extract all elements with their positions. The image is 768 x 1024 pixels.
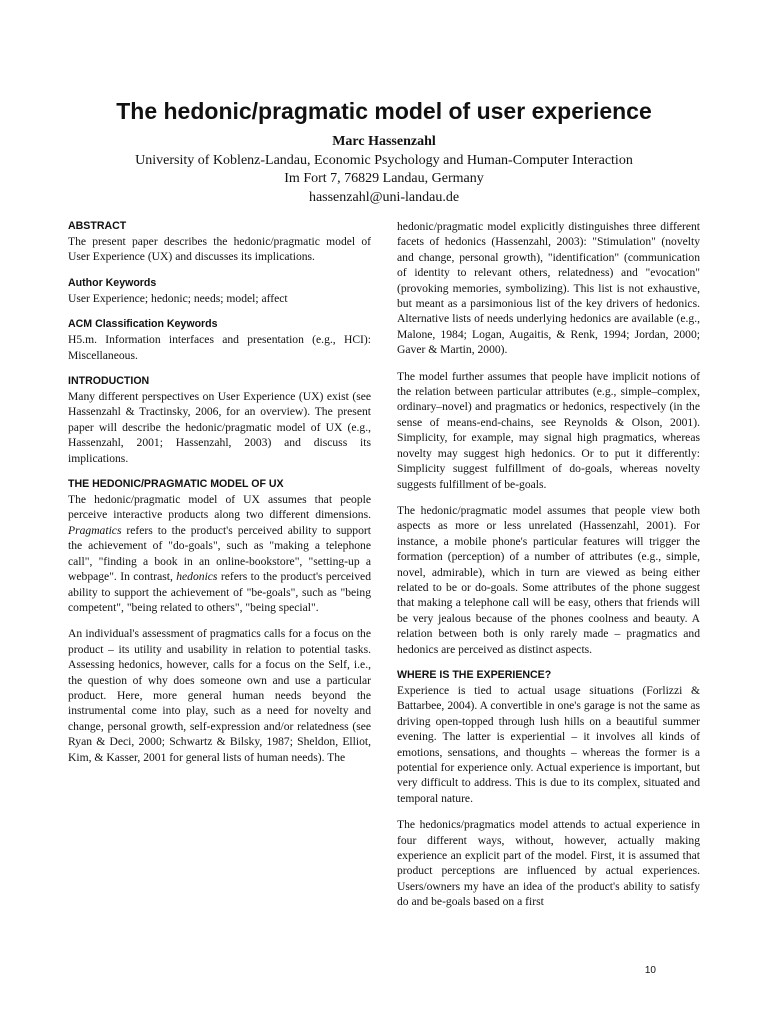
pragmatics-term: Pragmatics [68, 523, 122, 537]
abstract-section [68, 219, 371, 265]
author-address: Im Fort 7, 76829 Landau, Germany [284, 171, 484, 186]
experience-heading: WHERE IS THE EXPERIENCE? [397, 668, 552, 681]
paper-title: The hedonic/pragmatic model of user experience [116, 98, 652, 124]
left-column [68, 219, 371, 776]
acm-keywords-section [68, 317, 371, 363]
author-affiliation: University of Koblenz-Landau, Economic Psychology and Human-Computer Interaction [135, 152, 633, 168]
model-p1-part-c: refers to the product's perceived ability to support the achievement of "be-goals", such as "being competent", "being related to others", "being special". [68, 570, 371, 614]
author-block [0, 133, 768, 207]
model-p1-part-a: The hedonic/pragmatic model of UX assumes that people perceive interactive products along two different dimensions. [68, 493, 371, 522]
abstract-text: The present paper describes the hedonic/pragmatic model of User Experience (UX) and discusses its implications. [68, 235, 371, 264]
experience-paragraph-1: Experience is tied to actual usage situations (Forlizzi & Battarbee, 2004). A convertible in one's garage is not the same as driving open-topped through lush hills on a beautiful summer evening. The latter is experiential – it involves all kinds of emotions, sensations, and thoughts – whereas the former is a potential for experience only. Actual experience is important, but very difficult to address. This is due to its complex, situated and temporal nature. [397, 683, 700, 805]
right-column [397, 219, 700, 921]
introduction-heading: INTRODUCTION [68, 375, 150, 388]
introduction-text: Many different perspectives on User Experience (UX) exist (see Hassenzahl & Tractinsky, 2006, for an overview). The present paper will describe the hedonic/pragmatic model of UX (e.g., Hassenzahl, 2001; Hassenzahl, 2003) and discuss its implications. [68, 390, 371, 465]
acm-keywords-text: H5.m. Information interfaces and presentation (e.g., HCI): Miscellaneous. [68, 333, 371, 362]
right-paragraph-1: hedonic/pragmatic model explicitly distinguishes three different facets of hedonics (Hassenzahl, 2003): "Stimulation" (novelty and change, personal growth), "identification" (communication of identity to relevant others, relatedness) and "evocation" (provoking memories, symbolizing). This list is not exhaustive, but meant as a parsimonious list of the key drivers of hedonics. Alternative lists of needs underlying hedonics are available (e.g., Malone, 1984; Logan, Augaitis, & Renk, 1994; Jordan, 2000; Gaver & Martin, 2000). [397, 220, 700, 357]
page-number: 10 [644, 965, 656, 976]
author-name: Marc Hassenzahl [332, 134, 436, 149]
experience-paragraph-2: The hedonics/pragmatics model attends to actual experience in four different ways, without, however, actually making experience an explicit part of the model. First, it is assumed that product perceptions are influenced by actual experiences. Users/owners my have an idea of the product's ability to satisfy do and be-goals based on a first [397, 818, 700, 909]
right-paragraph-3: The hedonic/pragmatic model assumes that people view both aspects as more or less unrelated (Hassenzahl, 2001). For instance, a mobile phone's particular features will trigger the formation (perception) of a number of attributes (e.g., simple, novel, admirable), which in turn are viewed as being either related to be or do-goals. Some attributes of the phone suggest that making a telephone call will be easy, others that friends will be very jealous because of the phones coolness and beauty. A relation between both is only rarely made – pragmatics and hedonics are perceived as distinct aspects. [397, 503, 700, 656]
author-keywords-text: User Experience; hedonic; needs; model; affect [68, 291, 288, 305]
model-paragraph-2: An individual's assessment of pragmatics calls for a focus on the product – its utility and usability in relation to potential tasks. Assessing hedonics, however, calls for a focus on the Self, i.e., the question of why does someone own and use a particular product. Here, more general human needs beyond the instrumental come into play, such as a need for novelty and change, personal growth, self-expression and/or relatedness (see Ryan & Deci, 2000; Schwartz & Bilsky, 1987; Sheldon, Elliot, Kim, & Kasser, 2001 for general lists of human needs). The [68, 627, 371, 764]
model-section [68, 477, 371, 765]
right-paragraph-2: The model further assumes that people have implicit notions of the relation between particular attributes (e.g., simple–complex, ordinary–novel) and pragmatics or hedonics, respectively (in the sense of means-end-chains, see Reynolds & Olson, 2001). Simplicity, for example, may signal high pragmatics, whereas novelty may suggest high hedonics. Or to put it differently: Simplicity suggest fulfillment of do-goals, whereas novelty suggests fulfillment of be-goals. [397, 369, 700, 491]
abstract-heading: ABSTRACT [68, 220, 127, 232]
experience-section [397, 668, 700, 910]
model-paragraph-1 [68, 492, 371, 615]
acm-keywords-heading: ACM Classification Keywords [68, 318, 218, 331]
hedonics-term: hedonics [176, 570, 218, 584]
model-heading: THE HEDONIC/PRAGMATIC MODEL OF UX [68, 478, 284, 491]
introduction-section [68, 374, 371, 466]
author-keywords-heading: Author Keywords [68, 276, 157, 289]
model-p1-part-b: refers to the product's perceived ability to support the achievement of "do-goals", such as "making a telephone call", "finding a book in an online-bookstore", "setting-up a webpage". In contrast, [68, 523, 371, 584]
author-email: hassenzahl@uni-landau.de [308, 189, 460, 205]
author-keywords-section [68, 276, 371, 306]
